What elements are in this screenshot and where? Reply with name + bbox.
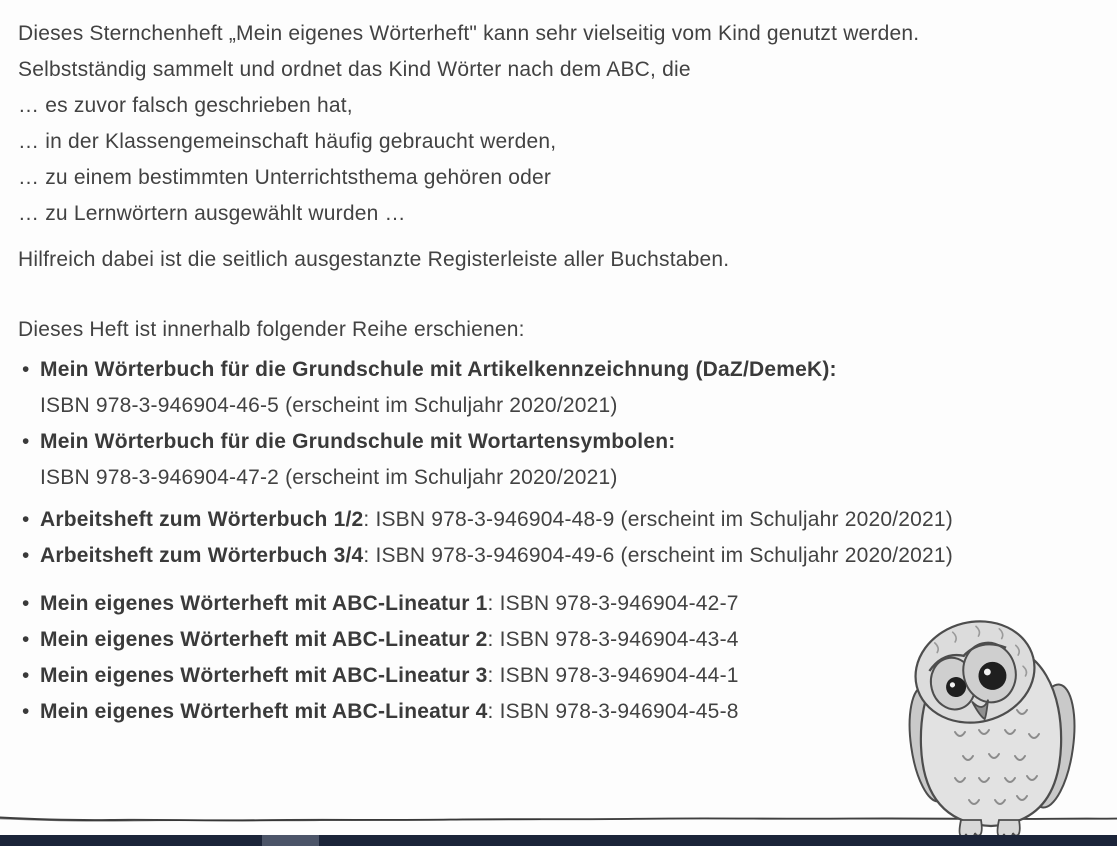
bullet-icon: • [22,544,30,567]
series-item-title: Mein Wörterbuch für die Grundschule mit Wortartensymbolen: [40,430,676,453]
scrollbar-thumb[interactable] [262,835,319,846]
owl-illustration [903,616,1079,838]
bullet-icon: • [22,700,30,723]
series-item-isbn: : ISBN 978-3-946904-43-4 [487,628,739,651]
bullet-icon: • [22,592,30,615]
series-item-body [40,352,1103,424]
series-item [18,538,1103,574]
series-item [18,502,1103,538]
series-heading: Dieses Heft ist innerhalb folgender Reihe erschienen: [18,318,525,341]
bullet-icon: • [22,430,30,453]
abc-criteria-item: … es zuvor falsch geschrieben hat, [18,94,353,117]
register-note: Hilfreich dabei ist die seitlich ausgestanzte Registerleiste aller Buchstaben. [18,248,730,271]
series-item-title: Mein Wörterbuch für die Grundschule mit Artikelkennzeichnung (DaZ/DemeK): [40,358,837,381]
series-item-title: Mein eigenes Wörterheft mit ABC-Lineatur 2 [40,628,488,651]
intro-line-1: Dieses Sternchenheft „Mein eigenes Wörterheft" kann sehr vielseitig vom Kind genutzt werden. [18,22,920,45]
series-item-title: Arbeitsheft zum Wörterbuch 1/2 [40,508,364,531]
bullet-icon: • [22,628,30,651]
series-item [18,352,1103,424]
series-item-body [40,502,1103,538]
owl-drawing-svg [903,616,1079,838]
series-item-body [40,538,1103,574]
series-item-body [40,424,1103,496]
intro-line-2: Selbstständig sammelt und ordnet das Kind Wörter nach dem ABC, die [18,58,691,81]
abc-criteria-item: … in der Klassengemeinschaft häufig gebraucht werden, [18,130,557,153]
bottom-scrollbar-track[interactable] [0,835,1117,846]
series-item-isbn: : ISBN 978-3-946904-42-7 [487,592,739,615]
series-item-title: Mein eigenes Wörterheft mit ABC-Lineatur 4 [40,700,488,723]
bullet-icon: • [22,508,30,531]
intro-paragraph [18,16,1103,88]
series-item-title: Mein eigenes Wörterheft mit ABC-Lineatur 3 [40,664,488,687]
series-item-isbn: : ISBN 978-3-946904-48-9 (erscheint im Schuljahr 2020/2021) [363,508,954,531]
abc-criteria-item: … zu einem bestimmten Unterrichtsthema gehören oder [18,166,552,189]
series-item-isbn: ISBN 978-3-946904-46-5 (erscheint im Schuljahr 2020/2021) [40,394,618,417]
series-item-title: Arbeitsheft zum Wörterbuch 3/4 [40,544,364,567]
series-item [18,424,1103,496]
series-item-title: Mein eigenes Wörterheft mit ABC-Lineatur 1 [40,592,488,615]
series-item-isbn: ISBN 978-3-946904-47-2 (erscheint im Schuljahr 2020/2021) [40,466,618,489]
abc-criteria-list [18,88,1103,232]
bullet-icon: • [22,358,30,381]
abc-criteria-item: … zu Lernwörtern ausgewählt wurden … [18,202,406,225]
bullet-icon: • [22,664,30,687]
series-item-isbn: : ISBN 978-3-946904-44-1 [487,664,739,687]
series-item-isbn: : ISBN 978-3-946904-49-6 (erscheint im Schuljahr 2020/2021) [363,544,954,567]
series-item-isbn: : ISBN 978-3-946904-45-8 [487,700,739,723]
